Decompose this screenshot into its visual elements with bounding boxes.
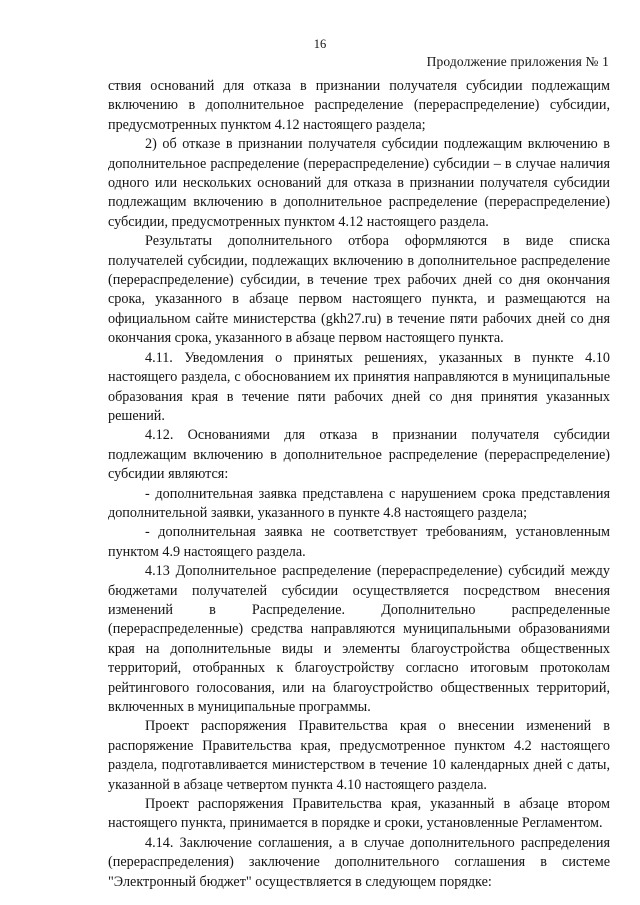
paragraph-refusal-decision: 2) об отказе в признании получателя субсидии подлежащим включению в дополнительное распределение (перераспределение) субсидии – в случае наличия одного или нескольких оснований для отказа в признании получателя субсидии подлежащим включению в дополнительное распределение (перераспределение) субсидии, предусмотренных пунктом 4.12 настоящего раздела. [108,136,610,230]
list-item-late-application: - дополнительная заявка представлена с нарушением срока представления дополнительной заявки, указанного в пункте 4.8 настоящего раздела; [108,485,610,521]
paragraph-continuation: ствия оснований для отказа в признании получателя субсидии подлежащим включению в дополнительное распределение (перераспределение) субсидии, предусмотренных пунктом 4.12 настоящего раздела; [108,78,610,133]
paragraph-draft-order-adoption: Проект распоряжения Правительства края, указанный в абзаце втором настоящего пункта, принимается в порядке и сроки, установленные Регламентом. [108,796,610,832]
list-item-nonconforming-application: - дополнительная заявка не соответствует требованиям, установленным пунктом 4.9 настоящего раздела. [108,524,610,560]
paragraph-4-11: 4.11. Уведомления о принятых решениях, указанных в пункте 4.10 настоящего раздела, с обоснованием их принятия направляются в муниципальные образования края в течение пяти рабочих дней со дня принятия указанных решений. [108,349,610,424]
paragraph-selection-results: Результаты дополнительного отбора оформляются в виде списка получателей субсидии, подлежащих включению в дополнительное распределение (перераспределение) субсидии, в течение трех рабочих дней со дня окончания срока, указанного в абзаце первом настоящего пункта, и размещаются на официальном сайте министерства (gkh27.ru) в течение пяти рабочих дней со дня окончания срока, указанного в абзаце первом настоящего пункта. [108,233,610,347]
page-number: 16 [313,37,327,51]
paragraph-draft-order: Проект распоряжения Правительства края о внесении изменений в распоряжение Правительства края, предусмотренное пунктом 4.2 настоящего раздела, подготавливается министерством в течение 10 календарных дней с даты, указанной в абзаце четвертом пункта 4.10 настоящего раздела. [108,718,610,793]
document-body [108,77,610,892]
paragraph-4-14: 4.14. Заключение соглашения, а в случае дополнительного распределения (перераспределения) заключение дополнительного соглашения в системе "Электронный бюджет" осуществляется в следующем порядке: [108,834,610,890]
appendix-continuation-note: Продолжение приложения № 1 [426,54,609,69]
paragraph-4-12: 4.12. Основаниями для отказа в признании получателя субсидии подлежащим включению в дополнительное распределение (перераспределение) субсидии являются: [108,427,610,483]
paragraph-4-13: 4.13 Дополнительное распределение (перераспределение) субсидий между бюджетами получателей субсидии осуществляется посредством внесения изменений в Распределение. Дополнительно распределенные (перераспределенные) средства направляются муниципальными образованиями края на дополнительные виды и элементы благоустройства общественных территорий, отобранных к благоустройству согласно итоговым протоколам рейтингового голосования, или на благоустройство общественных территорий, включенных в муниципальные программы. [108,563,610,715]
